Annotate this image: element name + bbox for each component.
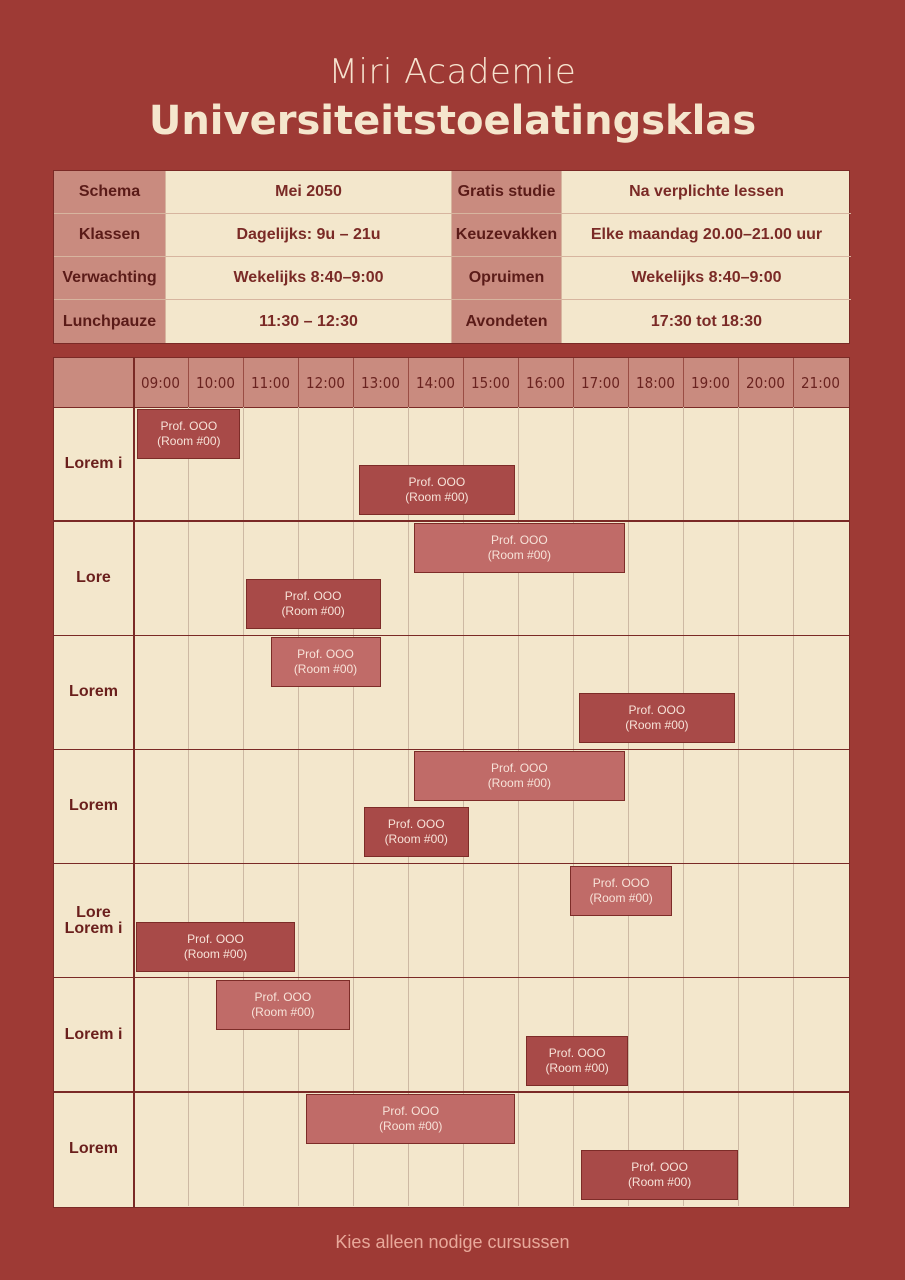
grid-column-line — [738, 407, 739, 1206]
class-room: (Room #00) — [293, 662, 358, 677]
row-label-line: Lorem — [69, 683, 118, 701]
header-divider — [573, 358, 574, 407]
class-professor: Prof. OOO — [491, 761, 548, 776]
row-label-line: Lorem — [69, 797, 118, 815]
info-value: 17:30 tot 18:30 — [650, 312, 763, 330]
class-block[interactable] — [581, 1150, 738, 1200]
info-label: Schema — [54, 171, 166, 214]
class-block[interactable] — [306, 1094, 515, 1144]
header-divider — [738, 358, 739, 407]
info-value: Na verplichte lessen — [562, 171, 851, 214]
class-room: (Room #00) — [405, 490, 469, 504]
row-label-line: Lorem i — [64, 455, 123, 473]
label-column-divider — [133, 358, 135, 1207]
class-room: (Room #00) — [281, 604, 345, 619]
grid-column-line — [683, 407, 684, 1206]
info-label: Gratis studie — [452, 171, 562, 214]
row-divider — [54, 749, 849, 751]
class-block[interactable] — [570, 866, 672, 916]
page-title: Universiteitstoelatingsklas — [148, 98, 757, 144]
class-professor: Prof. OOO — [628, 703, 686, 718]
time-header-cell: 11:00 — [251, 373, 290, 392]
time-header-cell: 17:00 — [581, 373, 620, 392]
class-room: (Room #00) — [487, 776, 552, 791]
class-room: (Room #00) — [627, 1174, 692, 1189]
header-divider — [243, 358, 244, 407]
grid-column-line — [628, 407, 629, 1206]
class-professor: Prof. OOO — [548, 1045, 606, 1060]
class-room: (Room #00) — [625, 718, 689, 733]
class-professor: Prof. OOO — [297, 647, 354, 662]
row-divider — [54, 1091, 849, 1093]
row-divider — [54, 863, 849, 865]
info-value: Mei 2050 — [166, 171, 452, 214]
header-divider — [353, 358, 354, 407]
row-divider — [54, 635, 849, 637]
class-room: (Room #00) — [251, 1004, 315, 1019]
info-value: Wekelijks 8:40–9:00 — [166, 257, 452, 300]
header-divider — [628, 358, 629, 407]
info-value: Wekelijks 8:40–9:00 — [562, 257, 851, 300]
class-room: (Room #00) — [183, 946, 248, 961]
info-value: Elke maandag 20.00–21.00 uur — [562, 214, 851, 257]
time-header-cell: 14:00 — [416, 373, 455, 392]
time-header-cell: 09:00 — [141, 373, 180, 392]
info-label: Keuzevakken — [452, 214, 562, 257]
info-table — [53, 170, 850, 344]
class-professor: Prof. OOO — [254, 989, 312, 1004]
grid-column-line — [188, 407, 189, 1206]
time-header-cell: 16:00 — [526, 373, 565, 392]
academy-name: Miri Academie — [328, 52, 577, 92]
class-room: (Room #00) — [487, 548, 552, 563]
class-block[interactable] — [579, 693, 736, 743]
grid-column-line — [243, 407, 244, 1206]
time-header-cell: 20:00 — [746, 373, 785, 392]
class-block[interactable] — [246, 579, 381, 629]
grid-column-line — [353, 407, 354, 1206]
schedule-grid — [53, 357, 850, 1208]
row-label — [54, 521, 133, 635]
class-professor: Prof. OOO — [382, 1103, 440, 1118]
class-block[interactable] — [414, 523, 626, 573]
row-label — [54, 407, 133, 521]
class-room: (Room #00) — [545, 1060, 609, 1075]
header-divider — [793, 358, 794, 407]
class-professor: Prof. OOO — [408, 475, 466, 489]
time-header-cell: 13:00 — [361, 373, 400, 392]
row-label — [54, 864, 133, 978]
class-professor: Prof. OOO — [284, 589, 342, 604]
class-block[interactable] — [137, 409, 240, 459]
row-label-line: Lore — [76, 903, 111, 921]
class-room: (Room #00) — [384, 832, 448, 847]
class-room: (Room #00) — [379, 1118, 443, 1133]
time-header-cell: 18:00 — [636, 373, 675, 392]
row-label — [54, 635, 133, 749]
class-room: (Room #00) — [157, 434, 221, 448]
row-label-line: Lore — [76, 569, 111, 587]
row-divider — [54, 520, 849, 522]
header-divider — [518, 358, 519, 407]
class-professor: Prof. OOO — [592, 875, 650, 890]
row-label-line: Lorem i — [64, 1025, 123, 1043]
header-divider — [408, 358, 409, 407]
class-block[interactable] — [271, 637, 381, 687]
info-label: Lunchpauze — [54, 300, 166, 343]
time-header-cell: 12:00 — [306, 373, 345, 392]
info-value: 11:30 – 12:30 — [166, 300, 452, 343]
info-label: Opruimen — [452, 257, 562, 300]
row-label-line: Lorem i — [64, 919, 123, 937]
time-header-cell: 10:00 — [196, 373, 235, 392]
row-label — [54, 1092, 133, 1206]
grid-column-line — [793, 407, 794, 1206]
class-block[interactable] — [216, 980, 351, 1030]
time-header-cell: 21:00 — [801, 373, 840, 392]
info-label: Klassen — [54, 214, 166, 257]
info-label: Verwachting — [54, 257, 166, 300]
row-label — [54, 978, 133, 1092]
header-divider — [188, 358, 189, 407]
class-room: (Room #00) — [589, 890, 653, 905]
class-professor: Prof. OOO — [187, 931, 244, 946]
row-label — [54, 749, 133, 863]
row-divider — [54, 977, 849, 979]
class-professor: Prof. OOO — [631, 1159, 688, 1174]
class-professor: Prof. OOO — [160, 419, 218, 433]
header-divider — [463, 358, 464, 407]
class-block[interactable] — [414, 751, 626, 801]
class-block[interactable] — [364, 807, 469, 857]
grid-column-line — [298, 407, 299, 1206]
info-label: Avondeten — [452, 300, 562, 343]
footer-note: Kies alleen nodige cursussen — [335, 1232, 570, 1252]
time-header-cell: 15:00 — [471, 373, 510, 392]
row-label-line: Lorem — [69, 1139, 118, 1157]
header-divider — [298, 358, 299, 407]
class-professor: Prof. OOO — [491, 533, 548, 548]
header-divider — [683, 358, 684, 407]
class-block[interactable] — [359, 465, 516, 515]
time-header — [54, 358, 849, 408]
class-professor: Prof. OOO — [387, 817, 445, 832]
time-header-cell: 19:00 — [691, 373, 730, 392]
class-block[interactable] — [526, 1036, 628, 1086]
info-value: Dagelijks: 9u – 21u — [166, 214, 452, 257]
class-block[interactable] — [136, 922, 296, 972]
